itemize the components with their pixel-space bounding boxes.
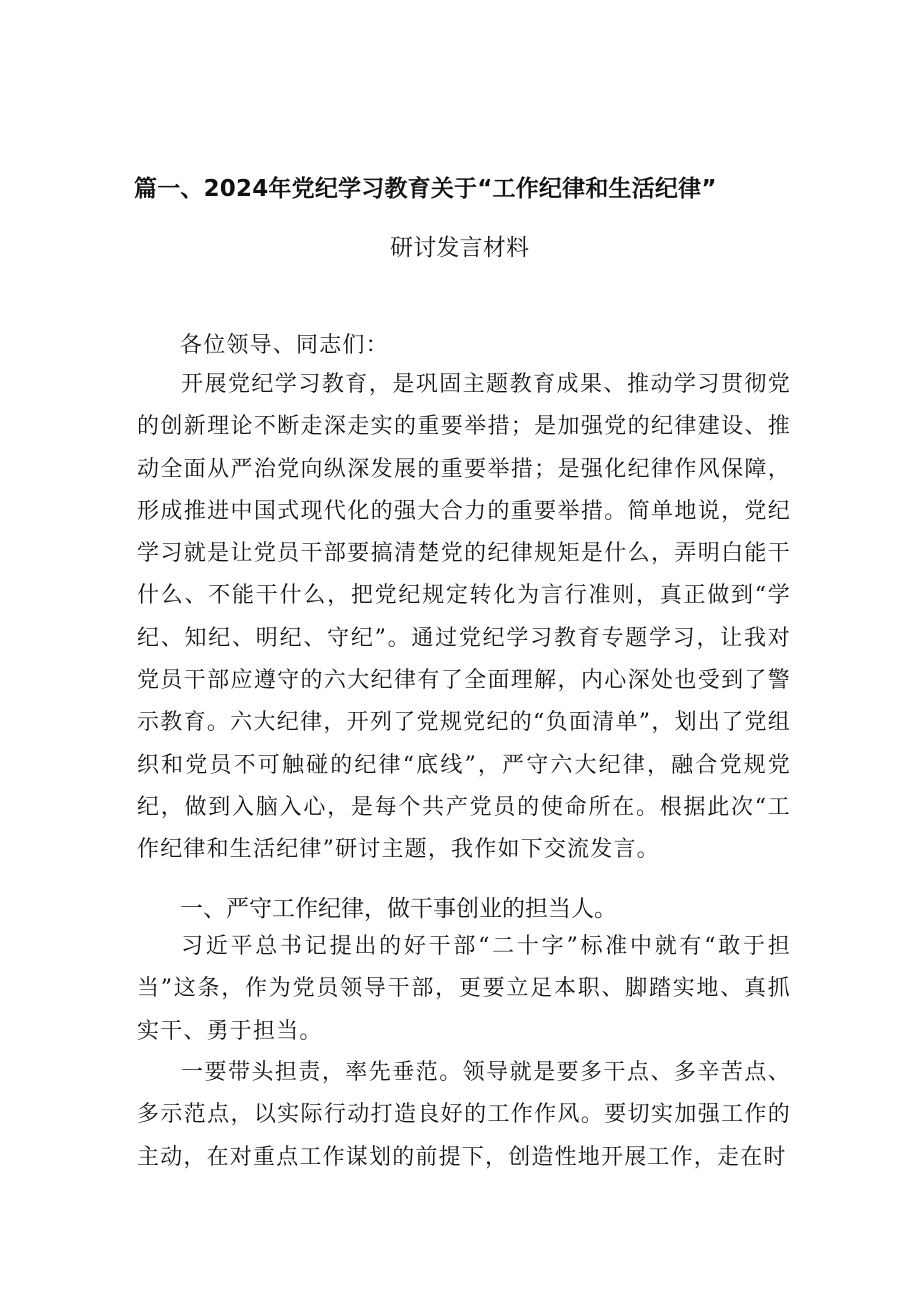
salutation: 各位领导、同志们： [180, 333, 389, 358]
document-title-line2: 研讨发言材料 [390, 235, 530, 261]
paragraph-2: 习近平总书记提出的好干部“二十字”标准中就有“敢于担当”这条，作为党员领导干部，更要立足本职、脚踏实地、真抓实干、勇于担当。 [137, 934, 791, 1044]
paragraph-3: 一要带头担责，率先垂范。领导就是要多干点、多辛苦点、多示范点，以实际行动打造良好的工作作风。要切实加强工作的主动，在对重点工作谋划的前提下，创造性地开展工作，走在时 [137, 1060, 791, 1170]
section-heading-1: 一、严守工作纪律，做干事创业的担当人。 [180, 896, 617, 922]
document-title-line1: 篇一、2024年党纪学习教育关于“工作纪律和生活纪律” [134, 176, 717, 202]
paragraph-1: 开展党纪学习教育，是巩固主题教育成果、推动学习贯彻党的创新理论不断走深走实的重要举措；是加强党的纪律建设、推动全面从严治党向纵深发展的重要举措；是强化纪律作风保障，形成推进中国式现代化的强大合力的重要举措。简单地说，党纪学习就是让党员干部要搞清楚党的纪律规矩是什么，弄明白能干什么、不能干什么，把党纪规定转化为言行准则，真正做到“学纪、知纪、明纪、守纪”。通过党纪学习教育专题学习，让我对党员干部应遵守的六大纪律有了全面理解，内心深处也受到了警示教育。六大纪律，开列了党规党纪的“负面清单”，划出了党组织和党员不可触碰的纪律“底线”，严守六大纪律，融合党规党纪，做到入脑入心，是每个共产党员的使命所在。根据此次“工作纪律和生活纪律”研讨主题，我作如下交流发言。 [137, 372, 791, 863]
